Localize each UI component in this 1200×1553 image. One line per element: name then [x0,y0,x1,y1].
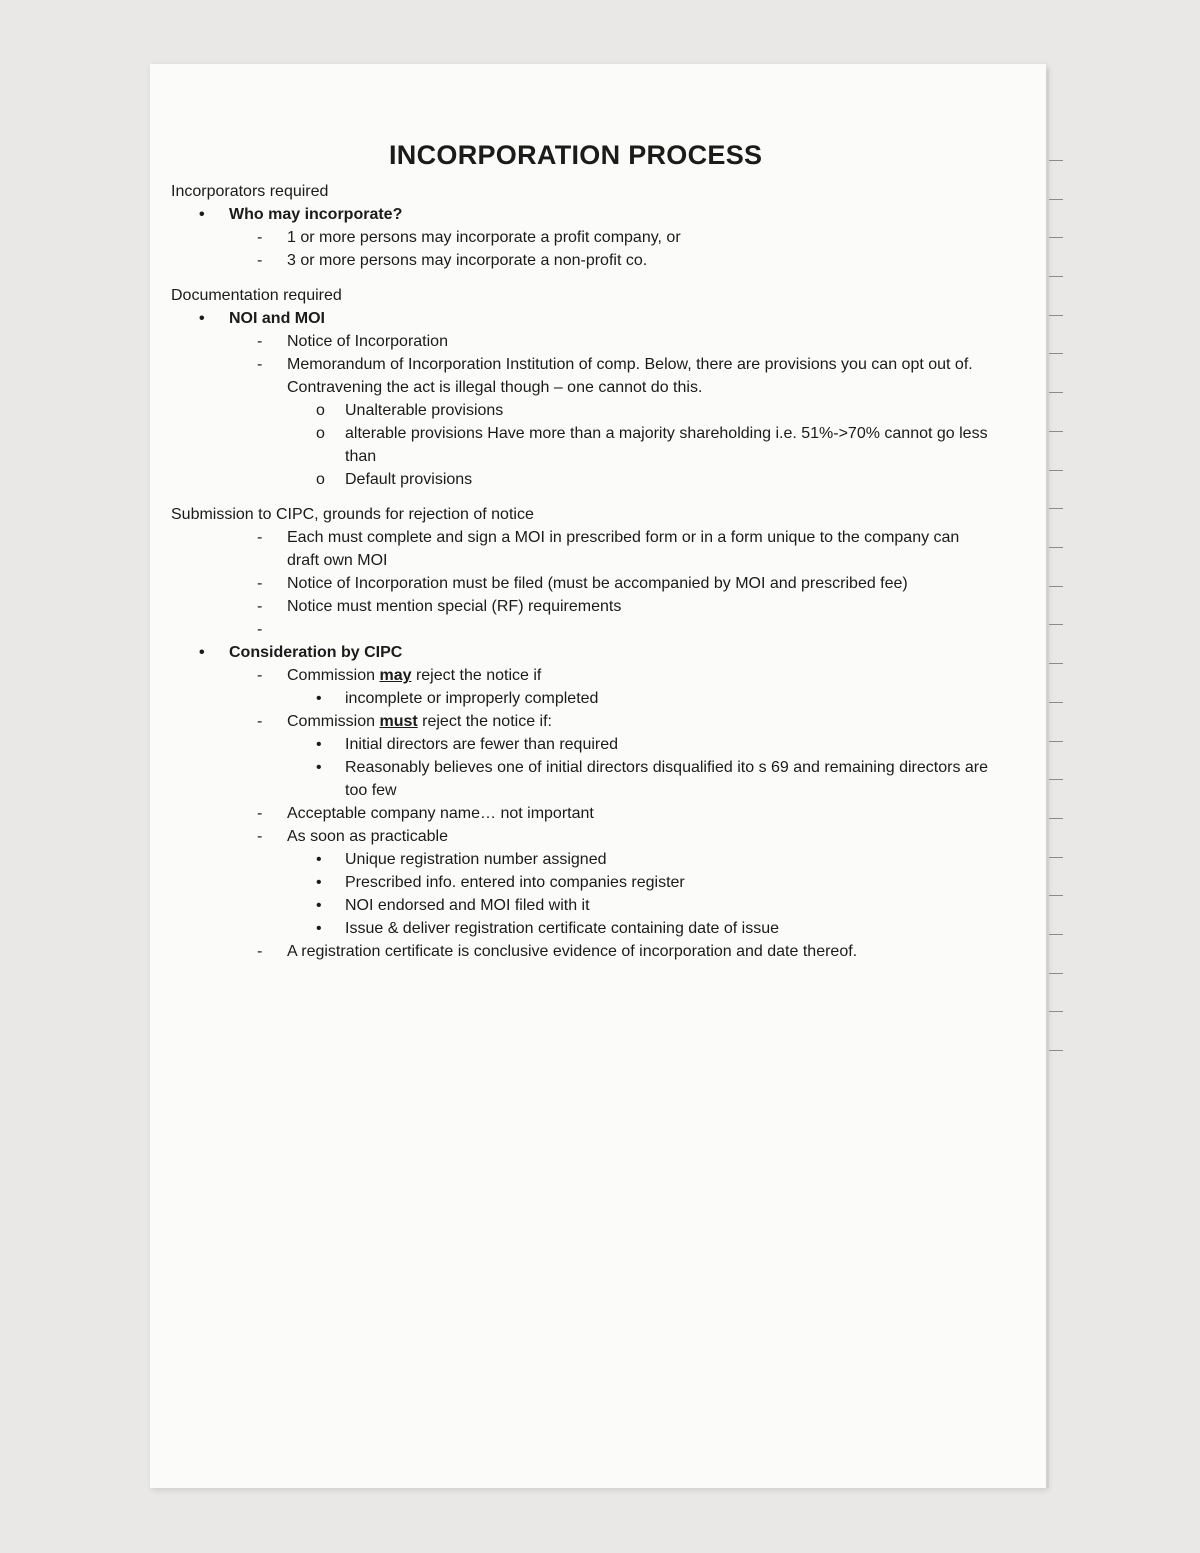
bullet-mark: • [316,690,322,707]
dash-mark: - [257,713,263,730]
item-text: 1 or more persons may incorporate a profit company, or [287,229,681,246]
item-text: Notice of Incorporation must be filed (must be accompanied by MOI and prescribed fee) [287,575,908,592]
item-text: incomplete or improperly completed [345,690,599,707]
item-text: Commission [287,713,380,730]
item-text: Reasonably believes one of initial directors disqualified ito s 69 and remaining directors are too few [345,759,989,799]
list-item [171,595,991,618]
dash-mark: - [257,943,263,960]
bullet-mark: • [316,897,322,914]
margin-tick [1049,160,1063,161]
margin-tick [1049,702,1063,703]
item-text: Commission [287,667,380,684]
margin-tick [1049,353,1063,354]
bullet-mark: • [199,310,205,327]
list-item [171,917,991,940]
dash-mark: - [257,252,263,269]
item-text: Acceptable company name… not important [287,805,594,822]
heading-incorporators: Incorporators required [171,183,329,200]
margin-tick [1049,973,1063,974]
item-text: NOI endorsed and MOI filed with it [345,897,590,914]
item-text: Consideration by CIPC [229,644,403,661]
item-text: Default provisions [345,471,473,488]
item-text: Who may incorporate? [229,206,403,223]
margin-tick [1049,431,1063,432]
list-item [171,572,991,595]
margin-tick [1049,1011,1063,1012]
item-text: reject the notice if [411,667,542,684]
circle-mark: o [316,471,325,488]
dash-mark: - [257,333,263,350]
margin-tick [1049,315,1063,316]
heading-documentation: Documentation required [171,287,342,304]
bullet-mark: • [316,736,322,753]
list-item [171,894,991,917]
margin-tick [1049,237,1063,238]
bullet-mark: • [199,644,205,661]
item-text: Initial directors are fewer than required [345,736,619,753]
list-documentation [171,307,991,491]
margin-tick [1049,779,1063,780]
list-item [171,664,991,687]
list-item [171,399,991,422]
list-item [171,733,991,756]
dash-mark: - [257,828,263,845]
dash-mark: - [257,356,263,373]
dash-mark: - [257,667,263,684]
list-incorporators [171,203,991,272]
margin-tick [1049,276,1063,277]
list-item [171,422,991,468]
dash-mark: - [257,805,263,822]
circle-mark: o [316,425,325,442]
list-item [171,618,991,641]
item-text: Issue & deliver registration certificate containing date of issue [345,920,780,937]
list-item [171,756,991,802]
margin-tick [1049,586,1063,587]
margin-tick [1049,1050,1063,1051]
item-text: Notice of Incorporation [287,333,448,350]
bullet-mark: • [316,874,322,891]
dash-mark: - [257,598,263,615]
item-text: reject the notice if: [417,713,552,730]
bullet-mark: • [316,920,322,937]
item-text: Notice must mention special (RF) requirements [287,598,622,615]
list-item [171,203,991,226]
margin-tick [1049,547,1063,548]
item-text: NOI and MOI [229,310,325,327]
item-text: Memorandum of Incorporation Institution of comp. Below, there are provisions you can opt out of. Contravening the act is illegal though – one cannot do this. [287,356,973,396]
list-item [171,353,991,399]
item-text: A registration certificate is conclusive evidence of incorporation and date thereof. [287,943,858,960]
margin-tick [1049,741,1063,742]
margin-tick [1049,199,1063,200]
list-item [171,526,991,572]
list-item [171,848,991,871]
list-item [171,710,991,733]
margin-tick [1049,857,1063,858]
emphasis-may: may [379,667,412,684]
page-title: INCORPORATION PROCESS [389,140,763,170]
margin-tick [1049,663,1063,664]
dash-mark: - [257,229,263,246]
list-submission [171,526,991,641]
item-text: alterable provisions Have more than a majority shareholding i.e. 51%->70% cannot go less than [345,425,988,465]
list-item [171,940,991,963]
dash-mark: - [257,529,263,546]
list-item [171,226,991,249]
margin-tick [1049,624,1063,625]
list-item [171,871,991,894]
emphasis-must: must [379,713,418,730]
list-item [171,687,991,710]
dash-mark: - [257,575,263,592]
list-consideration [171,641,991,963]
item-text: Unalterable provisions [345,402,504,419]
margin-tick [1049,392,1063,393]
margin-tick [1049,470,1063,471]
list-item [171,249,991,272]
item-text: Prescribed info. entered into companies register [345,874,685,891]
item-text: Each must complete and sign a MOI in prescribed form or in a form unique to the company can draft own MOI [287,529,960,569]
margin-tick [1049,818,1063,819]
margin-tick [1049,895,1063,896]
item-text: As soon as practicable [287,828,448,845]
document-body [171,138,991,963]
margin-tick [1049,934,1063,935]
dash-mark: - [257,621,263,638]
list-item [171,641,991,664]
list-item [171,825,991,848]
bullet-mark: • [316,851,322,868]
item-text: 3 or more persons may incorporate a non-profit co. [287,252,648,269]
item-text: Unique registration number assigned [345,851,607,868]
list-item [171,802,991,825]
list-item [171,468,991,491]
heading-submission: Submission to CIPC, grounds for rejection of notice [171,506,534,523]
margin-tick [1049,508,1063,509]
list-item [171,330,991,353]
bullet-mark: • [199,206,205,223]
bullet-mark: • [316,759,322,776]
list-item [171,307,991,330]
circle-mark: o [316,402,325,419]
